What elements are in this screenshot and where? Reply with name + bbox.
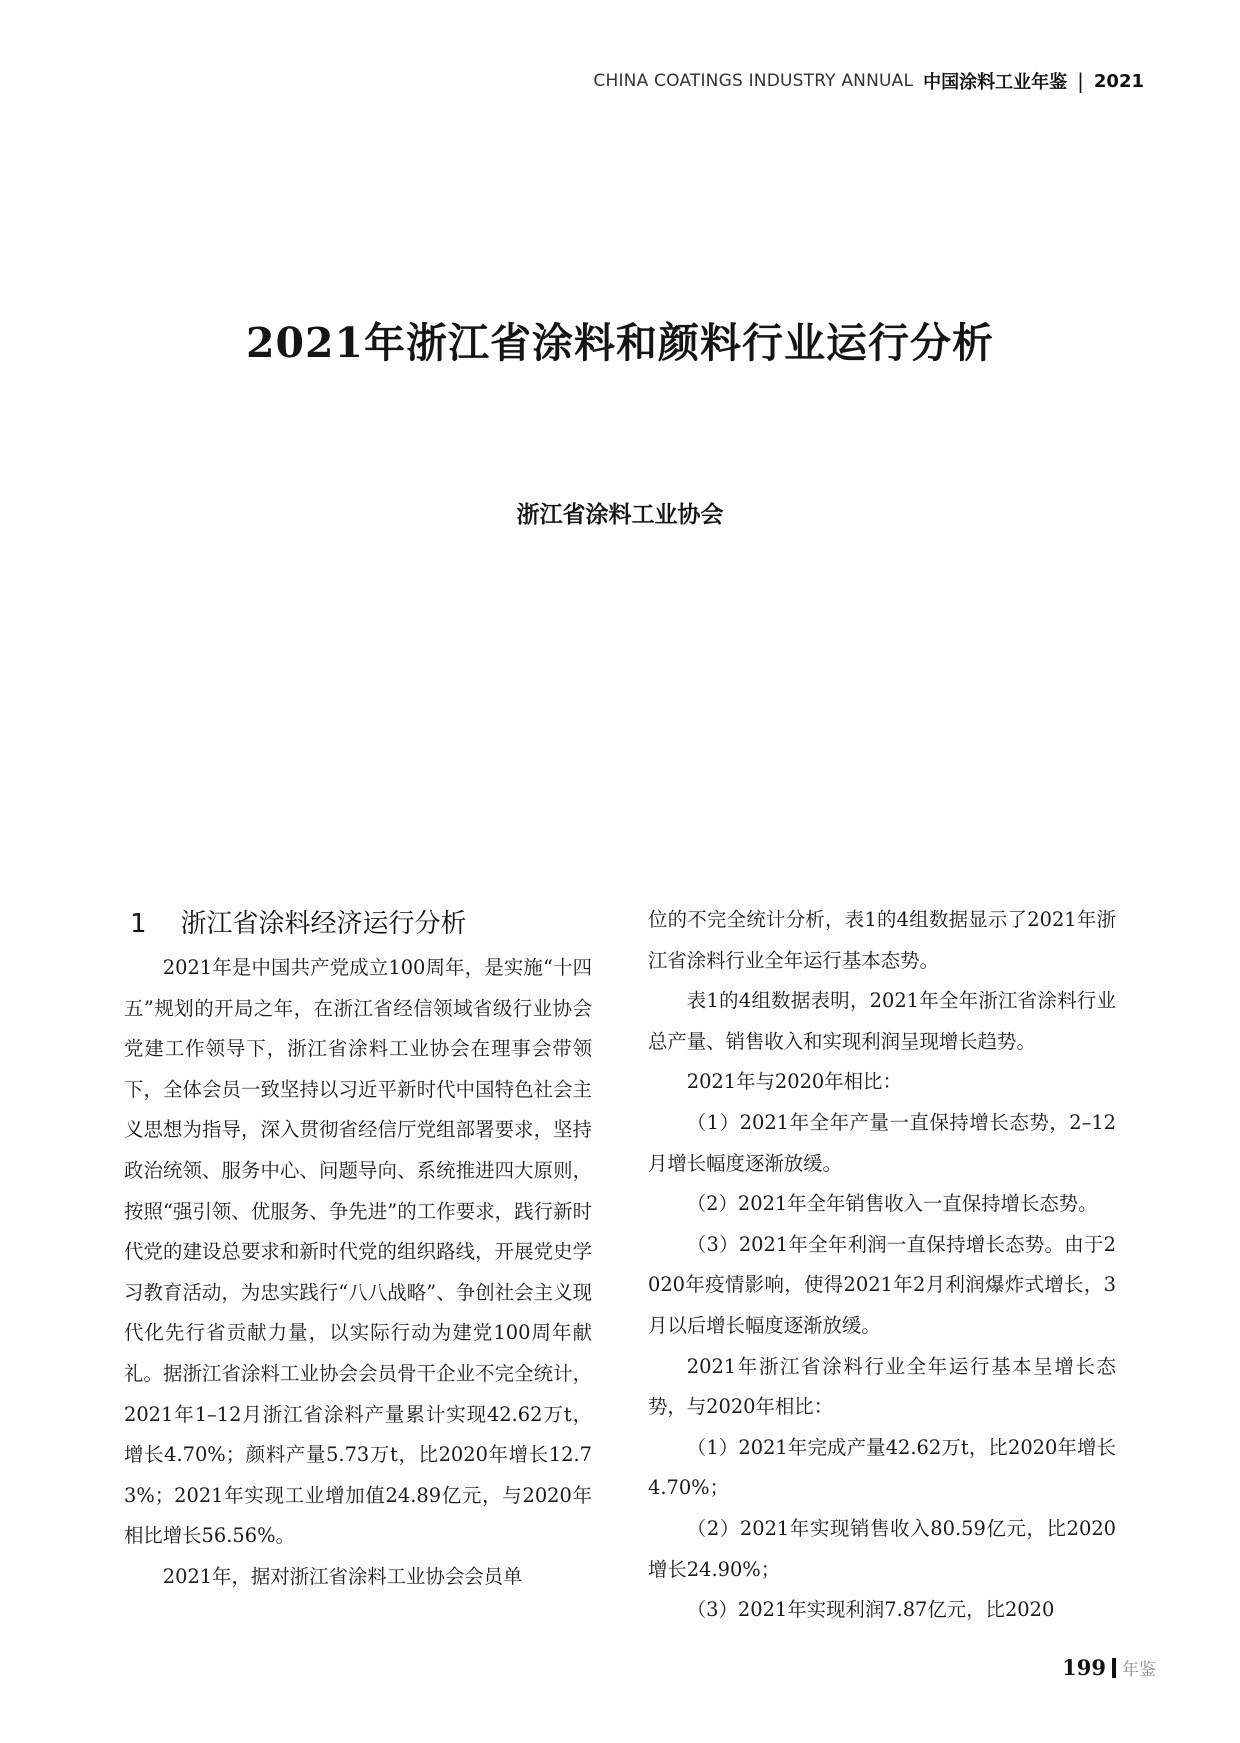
body-paragraph: 2021年是中国共产党成立100周年，是实施“十四五”规划的开局之年，在浙江省经信领域省级行业协会党建工作领导下，浙江省涂料工业协会在理事会带领下，全体会员一致坚持以习近平新时代中国特色社会主义思想为指导，深入贯彻省经信厅党组部署要求，坚持政治统领、服务中心、问题导向、系统推进四大原则，按照“强引领、优服务、争先进”的工作要求，践行新时代党的建设总要求和新时代党的组织路线，开展党史学习教育活动，为忠实践行“八八战略”、争创社会主义现代化先行省贡献力量，以实际行动为建党100周年献礼。据浙江省涂料工业协会会员骨干企业不完全统计，2021年1–12月浙江省涂料产量累计实现42.62万t，增长4.70%；颜料产量5.73万t，比2020年增长12.73%；2021年实现工业增加值24.89亿元，与2020年相比增长56.56%。	[124, 956, 592, 1548]
list-item: （3）2021年实现利润7.87亿元，比2020	[686, 1598, 1055, 1622]
footer-label: 年鉴	[1122, 1660, 1156, 1680]
running-header	[593, 68, 1144, 94]
body-paragraph: 2021年与2020年相比：	[686, 1070, 902, 1094]
body-paragraph: 表1的4组数据表明，2021年全年浙江省涂料行业总产量、销售收入和实现利润呈现增长趋势。	[648, 989, 1116, 1053]
header-chinese-title: 中国涂料工业年鉴	[923, 72, 1068, 93]
body-paragraph-continued: 位的不完全统计分析，表1的4组数据显示了2021年浙江省涂料行业全年运行基本态势。	[648, 908, 1116, 972]
header-separator: |	[1077, 69, 1084, 93]
footer-divider-bar	[1112, 1658, 1116, 1678]
body-paragraph: 2021年，据对浙江省涂料工业协会会员单	[162, 1564, 523, 1588]
page-footer	[1062, 1655, 1156, 1680]
list-item: （3）2021年全年利润一直保持增长态势。由于2020年疫情影响，使得2021年2月利润爆炸式增长，3月以后增长幅度逐渐放缓。	[648, 1232, 1116, 1337]
right-column	[648, 900, 1116, 1631]
section-heading	[130, 906, 592, 942]
article-author: 浙江省涂料工业协会	[516, 502, 724, 528]
list-item: （2）2021年实现销售收入80.59亿元，比2020增长24.90%；	[648, 1516, 1116, 1581]
list-item: （1）2021年全年产量一直保持增长态势，2–12月增长幅度逐渐放缓。	[648, 1110, 1116, 1175]
header-english-title: CHINA COATINGS INDUSTRY ANNUAL	[593, 71, 914, 91]
section-title: 浙江省涂料经济运行分析	[180, 909, 467, 939]
page-number: 199	[1062, 1655, 1106, 1680]
header-year: 2021	[1093, 70, 1144, 92]
section-number: 1	[130, 909, 147, 939]
left-column	[124, 906, 592, 1598]
list-item: （1）2021年完成产量42.62万t，比2020年增长4.70%；	[648, 1435, 1116, 1500]
article-title: 2021年浙江省涂料和颜料行业运行分析	[245, 319, 995, 367]
list-item: （2）2021年全年销售收入一直保持增长态势。	[686, 1192, 1098, 1216]
body-paragraph: 2021年浙江省涂料行业全年运行基本呈增长态势，与2020年相比：	[648, 1354, 1116, 1419]
